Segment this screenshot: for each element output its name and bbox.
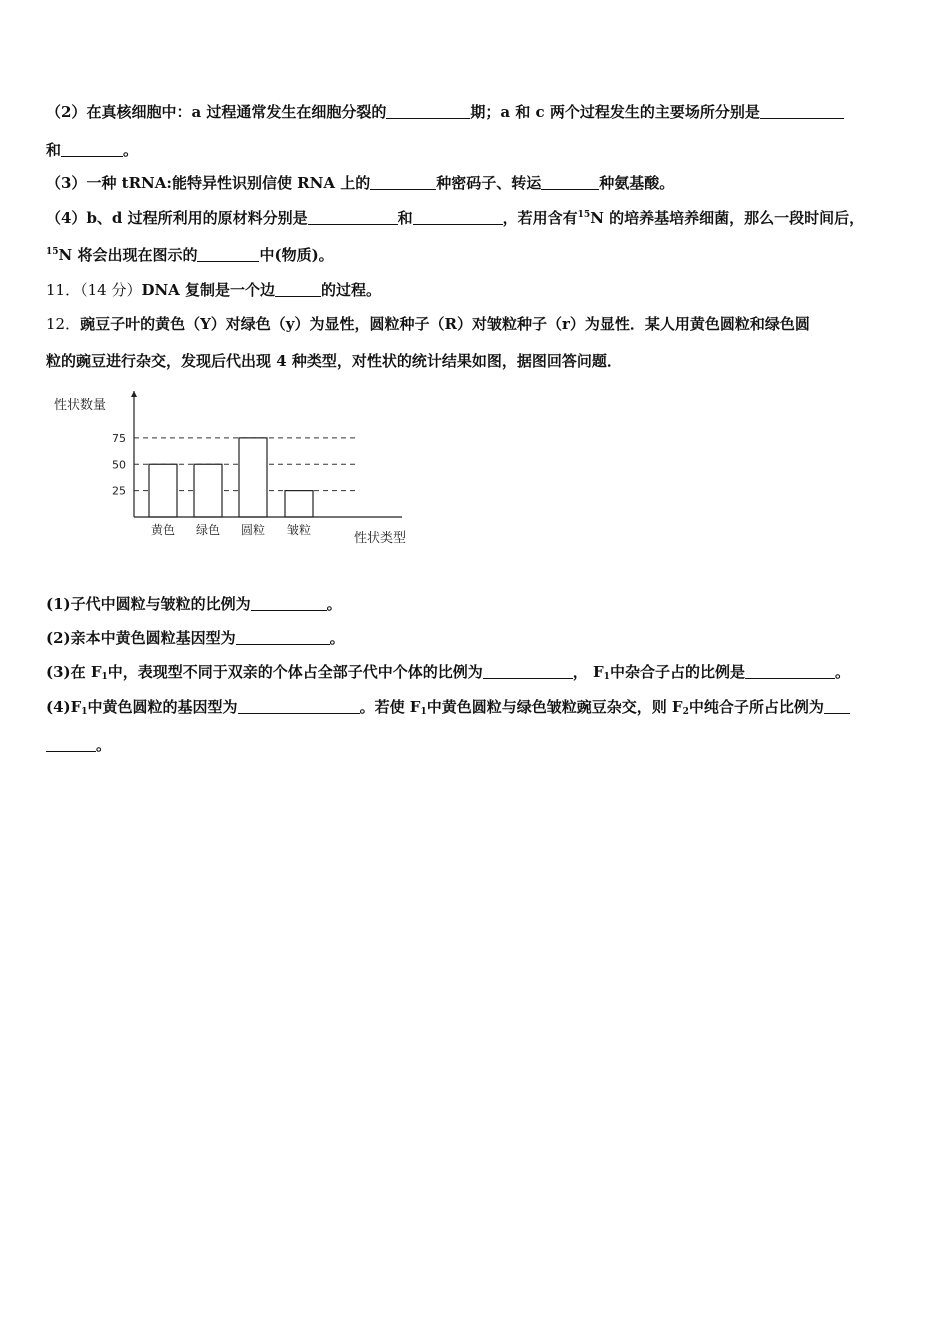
q12-sub1-text: (1)子代中圆粒与皱粒的比例为 [46,595,251,613]
q10-part3-line [46,173,916,193]
q11-text: DNA 复制是一个边 [141,281,276,299]
subscript: 2 [682,707,689,717]
q11-score: （14 分） [80,281,142,299]
q12-sub3-text: 中杂合子占的比例是 [609,663,745,681]
q12-sub1 [46,594,916,614]
q12-stem: 豌豆子叶的黄色（Y）对绿色（y）为显性，圆粒种子（R）对皱粒种子（r）为显性．某人用黄色圆粒和绿色圆 [80,315,810,333]
subscript: 1 [81,707,88,717]
y-tick-label: 75 [112,431,126,445]
q11-text: 的过程。 [321,281,382,299]
q12-stem-line1 [46,314,916,334]
q10-part4-line1 [46,208,916,228]
x-tick-label: 圆粒 [240,523,266,537]
y-axis-label: 性状数量 [54,398,107,413]
q10-part2-line2 [46,140,916,160]
x-tick-label: 绿色 [195,523,221,537]
subscript: 1 [420,707,427,717]
q12-number: 12． [46,315,81,333]
answer-blank[interactable] [745,664,835,679]
answer-blank[interactable] [46,737,96,752]
answer-blank[interactable] [236,630,330,645]
q12-sub4-line1 [46,697,916,717]
q10-part4-text: N 将会出现在图示的 [58,246,198,264]
bars [149,438,313,517]
bar [149,464,177,517]
q12-sub2 [46,628,916,648]
answer-blank[interactable] [238,699,360,714]
q12-sub1-text: 。 [326,595,342,613]
q10-part4-text: N 的培养基培养细菌，那么一段时间后， [590,209,865,227]
x-tick-label: 皱粒 [286,523,312,537]
x-tick-label: 黄色 [150,523,176,537]
q10-part4-text: ，若用含有 [502,209,578,227]
q12-sub4-text: 中纯合子所占比例为 [688,698,824,716]
q12-sub2-text: 。 [329,629,345,647]
answer-blank[interactable] [413,210,503,225]
x-axis-label: 性状类型 [354,531,407,546]
x-tick-labels [151,522,311,537]
answer-blank[interactable] [61,142,123,157]
q10-part3-text: 种氨基酸。 [599,174,675,192]
answer-blank[interactable] [386,104,470,119]
q10-part2-text: 期；a 和 c 两个过程发生的主要场所分别是 [470,103,760,121]
q10-part2-line1 [46,102,916,122]
y-tick-label: 50 [112,458,126,472]
answer-blank[interactable] [370,175,436,190]
answer-blank[interactable] [541,175,599,190]
answer-blank[interactable] [251,596,327,611]
q12-stem: 粒的豌豆进行杂交，发现后代出现 4 种类型，对性状的统计结果如图，据图回答问题． [46,352,622,370]
q10-part4-text: 和 [397,209,413,227]
q10-part3-number: （3） [46,174,87,192]
subscript: 1 [101,672,108,682]
q12-sub4-text: 。 [96,736,112,754]
q11-number: 11． [46,281,81,299]
q12-sub3-text: 。 [834,663,850,681]
q10-part2-text: 。 [123,141,139,159]
bar [194,464,222,517]
bar [239,438,267,517]
q12-sub4-text: 中黄色圆粒的基因型为 [87,698,238,716]
y-axis-arrow [131,391,137,397]
q11-line [46,280,916,300]
q10-part3-text: 一种 tRNA:能特异性识别信使 RNA 上的 [86,174,371,192]
superscript: 15 [46,247,59,257]
bar [285,491,313,517]
bar-chart [46,385,426,555]
q12-sub3-text: (3)在 F [46,663,102,681]
q10-part2-text: 在真核细胞中：a 过程通常发生在细胞分裂的 [86,103,387,121]
q12-sub4-text: (4)F [46,698,82,716]
q10-part2-text: 和 [46,141,62,159]
y-tick-labels [112,432,126,498]
q10-part4-number: （4） [46,209,87,227]
q10-part2-number: （2） [46,103,87,121]
answer-blank[interactable] [308,210,398,225]
q12-sub4-text: 。若使 F [359,698,421,716]
q12-sub4-line2 [46,735,916,755]
q10-part4-line2 [46,245,916,265]
q12-sub3-text: 中，表现型不同于双亲的个体占全部子代中个体的比例为 [107,663,483,681]
answer-blank[interactable] [824,699,850,714]
q12-sub3-text: ， F [572,663,604,681]
y-tick-label: 25 [112,484,126,498]
q12-sub3 [46,662,916,682]
subscript: 1 [603,672,610,682]
q12-sub2-text: (2)亲本中黄色圆粒基因型为 [46,629,236,647]
q12-stem-line2 [46,351,916,371]
q12-sub4-text: 中黄色圆粒与绿色皱粒豌豆杂交，则 F [426,698,683,716]
q10-part3-text: 种密码子、转运 [436,174,542,192]
answer-blank[interactable] [483,664,573,679]
q10-part4-text: 中(物质)。 [259,246,334,264]
q10-part4-text: b、d 过程所利用的原材料分别是 [86,209,308,227]
answer-blank[interactable] [760,104,844,119]
answer-blank[interactable] [197,247,259,262]
superscript: 15 [577,210,591,220]
answer-blank[interactable] [275,282,321,297]
